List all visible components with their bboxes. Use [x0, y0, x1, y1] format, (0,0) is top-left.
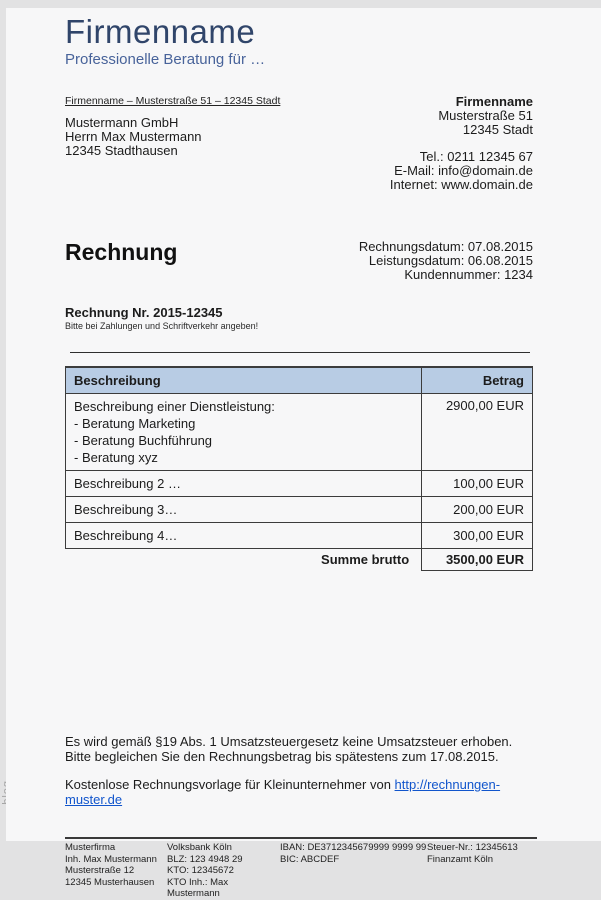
- invoice-meta-block: [359, 240, 533, 282]
- item-amount: 300,00 EUR: [422, 523, 533, 549]
- item-amount: 100,00 EUR: [422, 471, 533, 497]
- customer-number: Kundennummer: 1234: [404, 267, 533, 282]
- service-date: Leistungsdatum: 06.08.2015: [368, 253, 533, 268]
- invoice-number-note: Bitte bei Zahlungen und Schriftverkehr angeben!: [65, 321, 259, 331]
- item-description-line: - Beratung xyz: [74, 450, 158, 465]
- contact-city: 12345 Stadt: [462, 122, 533, 137]
- address-section: [65, 95, 533, 192]
- footer-line: BIC: ABCDEF: [280, 853, 340, 865]
- contact-street: Musterstraße 51: [438, 108, 533, 123]
- tax-note-block: [65, 734, 533, 764]
- company-name-title: Firmenname: [65, 13, 256, 50]
- footer-line: Musterfirma: [65, 842, 116, 853]
- invoice-page: [6, 8, 601, 899]
- item-amount: 2900,00 EUR: [422, 394, 533, 471]
- item-description-line: Beschreibung 4…: [66, 523, 422, 549]
- item-description-line: Beschreibung einer Dienstleistung:: [74, 399, 275, 414]
- footer-bank-block: [167, 842, 280, 900]
- invoice-meta-section: [65, 240, 533, 282]
- footer-line: Finanzamt Köln: [427, 853, 494, 865]
- template-credit-line: [65, 777, 533, 807]
- footer-iban-block: [280, 842, 427, 900]
- table-row: [66, 394, 533, 471]
- footer-line: BLZ: 123 4948 29: [167, 853, 243, 865]
- column-header-description: Beschreibung: [66, 367, 422, 394]
- column-header-amount: Betrag: [422, 367, 533, 394]
- footer-line: Steuer-Nr.: 12345613: [427, 842, 518, 853]
- total-label: Summe brutto: [321, 552, 410, 567]
- credit-text: Kostenlose Rechnungsvorlage für Kleinunternehmer von: [65, 777, 395, 792]
- table-header-row: [66, 367, 533, 394]
- invoice-number: Rechnung Nr. 2015-12345: [65, 305, 223, 320]
- item-description-line: Beschreibung 3…: [66, 497, 422, 523]
- footer-tax-block: [427, 842, 533, 900]
- item-amount: 200,00 EUR: [422, 497, 533, 523]
- footer-company-block: [65, 842, 167, 900]
- footer-line: Volksbank Köln: [167, 842, 232, 853]
- company-tagline: Professionelle Beratung für …: [65, 51, 266, 68]
- contact-block: [390, 95, 533, 192]
- credit-link[interactable]: http://rechnungen-muster.de: [65, 777, 501, 807]
- total-row: [66, 549, 533, 571]
- item-description-line: Beschreibung 2 …: [66, 471, 422, 497]
- contact-email: E-Mail: info@domain.de: [394, 163, 533, 178]
- sender-return-address: Firmenname – Musterstraße 51 – 12345 Stadt: [65, 95, 281, 107]
- recipient-line: Herrn Max Mustermann: [65, 129, 202, 144]
- recipient-line: 12345 Stadthausen: [65, 143, 178, 158]
- table-row: [66, 497, 533, 523]
- contact-phone: Tel.: 0211 12345 67: [419, 149, 533, 164]
- footer-line: KTO: 12345672: [167, 865, 234, 876]
- item-description-line: - Beratung Buchführung: [74, 433, 213, 448]
- recipient-block: [65, 95, 280, 192]
- table-row: [66, 523, 533, 549]
- table-row: [66, 471, 533, 497]
- recipient-line: Mustermann GmbH: [65, 115, 179, 130]
- footer-line: KTO Inh.: Max Mustermann: [167, 876, 229, 899]
- line-items-table: [65, 366, 533, 571]
- invoice-date: Rechnungsdatum: 07.08.2015: [358, 239, 533, 254]
- footer-line: Inh. Max Mustermann: [65, 853, 157, 865]
- tax-exemption-note: Es wird gemäß §19 Abs. 1 Umsatzsteuergesetz keine Umsatzsteuer erhoben.: [65, 734, 513, 749]
- footer: [65, 842, 533, 900]
- contact-company: Firmenname: [455, 94, 533, 109]
- footer-line: Musterstraße 12: [65, 865, 135, 876]
- footer-separator-line: [65, 837, 537, 839]
- payment-due-note: Bitte begleichen Sie den Rechnungsbetrag bis spätestens zum 17.08.2015.: [65, 749, 499, 764]
- footer-line: 12345 Musterhausen: [65, 876, 155, 888]
- letterhead: [65, 14, 533, 69]
- contact-website: Internet: www.domain.de: [389, 177, 533, 192]
- item-description-line: - Beratung Marketing: [74, 416, 196, 431]
- invoice-title: Rechnung: [65, 239, 178, 265]
- footer-line: IBAN: DE3712345679999 9999 99: [280, 842, 427, 853]
- separator-line: [70, 352, 530, 353]
- total-amount: 3500,00 EUR: [422, 549, 533, 571]
